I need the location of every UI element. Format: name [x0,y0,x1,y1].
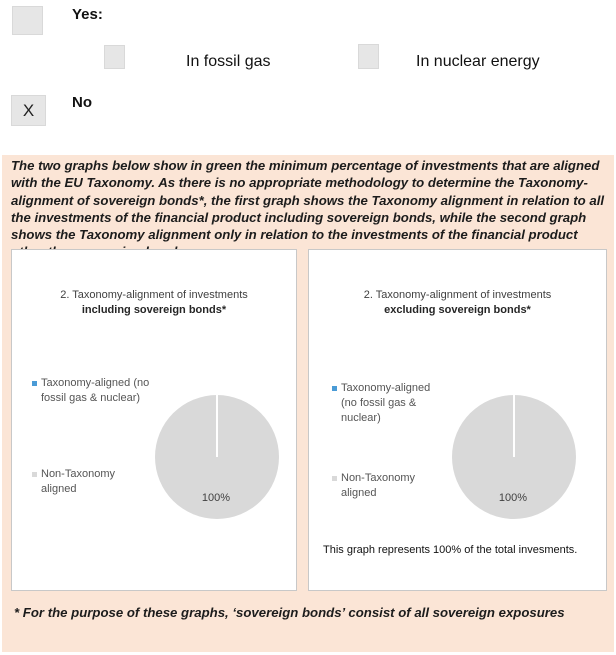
legend-non-taxonomy [41,467,136,497]
legend-non-taxonomy [341,471,436,501]
pie-data-label: 100% [498,492,528,504]
legend-swatch-aligned [332,386,337,391]
no-checkbox[interactable]: X [11,95,46,126]
nuclear-label: In nuclear energy [416,53,540,70]
chart-excluding-sovereign [308,249,607,591]
chart-title-line: 2. Taxonomy-alignment of investments [60,289,248,301]
legend-swatch-non [32,472,37,477]
pie-data-label: 100% [201,492,231,504]
intro-text: The two graphs below show in green the minimum percentage of investments that are aligned with the EU Taxonomy. As there is no appropriate methodology to determine the Taxonomy-alignment of sovereign bonds*, the first graph shows the Taxonomy alignment in relation to all the investments of the financial product including sovereign bonds, while the second graph shows the Taxonomy alignment only in relation to the investments of the financial product [11,158,605,243]
chart-subtitle: excluding sovereign bonds* [384,304,531,316]
legend-label: Non-Taxonomy aligned [41,468,115,495]
legend-label: Taxonomy-aligned (no fossil gas & nuclear) [341,382,431,424]
fossil-gas-label: In fossil gas [186,53,271,70]
yes-checkbox[interactable] [12,6,43,35]
nuclear-checkbox[interactable] [358,44,379,69]
footnote: * For the purpose of these graphs, ‘sovereign bonds’ consist of all sovereign exposures [14,605,565,620]
legend-taxonomy-aligned [341,381,446,426]
no-label: No [72,94,92,111]
chart-title-line: 2. Taxonomy-alignment of investments [363,289,552,301]
chart-including-sovereign [11,249,297,591]
legend-label: Taxonomy-aligned (no fossil gas & nuclear) [41,377,150,404]
legend-swatch-aligned [32,381,37,386]
taxonomy-panel [2,155,614,652]
legend-swatch-non [332,476,337,481]
chart-title [309,288,606,318]
chart-subtitle: including sovereign bonds* [81,304,227,316]
legend-taxonomy-aligned [41,376,151,406]
legend-label: Non-Taxonomy aligned [341,472,415,499]
chart-note: This graph represents 100% of the total invesments. [323,544,578,556]
fossil-gas-checkbox[interactable] [104,45,125,69]
yes-label: Yes: [72,6,103,23]
chart-title [12,288,296,318]
